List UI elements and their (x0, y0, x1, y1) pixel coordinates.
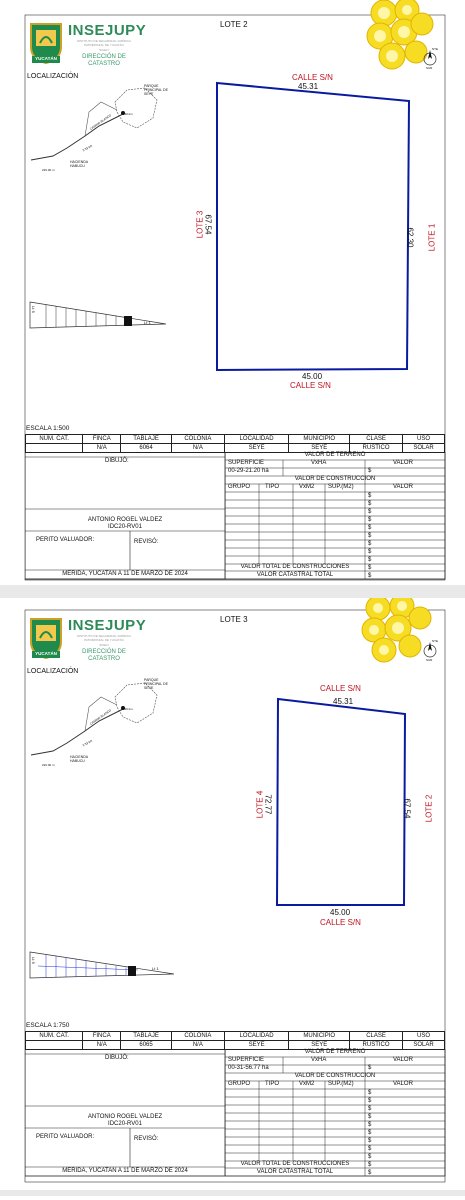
length-bottom: 45.00 (330, 908, 351, 917)
col-num-cat: NUM. CAT. (26, 1032, 83, 1041)
lot-plan (0, 0, 465, 430)
val-finca: N/A (83, 444, 121, 453)
drafter-name: ANTONIO ROGEL VALDEZ (87, 517, 163, 523)
terreno-currency: $ (368, 468, 372, 474)
col-sup-m2: SUP.(M2) (328, 1081, 354, 1087)
map-label-dist2: 2.33 km (81, 738, 93, 748)
currency-marker: $ (368, 1138, 372, 1144)
south-label: SUR (426, 66, 433, 70)
cadastral-sheet-lote-2 (0, 0, 465, 585)
cadastral-sheet-lote-3 (0, 598, 465, 1190)
logo-label: YUCATÁN (35, 651, 57, 656)
drafter-id: IDC20-RV01 (108, 1121, 142, 1127)
perito-label: PERITO VALUADOR: (36, 1134, 95, 1140)
map-label-dist1: 1.30 km (122, 707, 133, 711)
map-label-dist3: 220.00 m (42, 763, 55, 767)
valor-construccion-heading: VALOR DE CONSTRUCCION (294, 476, 376, 482)
length-left: 67.54 (203, 214, 213, 235)
legal-notes-sidebar (457, 430, 463, 580)
val-clase: RUSTICO (350, 1041, 403, 1050)
superficie-value: 00-31-56.77 ha (228, 1065, 269, 1071)
location-label: LOCALIZACIÓN (27, 668, 79, 675)
col-vxm2: VxM2 (299, 484, 315, 490)
signature-block-frame (25, 1049, 226, 1177)
street-top: CALLE S/N (292, 73, 333, 82)
col-finca: FINCA (83, 1032, 121, 1041)
currency-marker: $ (368, 525, 372, 531)
brand-name: INSEJUPY (68, 617, 147, 634)
currency-marker: $ (368, 493, 372, 499)
direction-label: DIRECCIÓN DE CATASTRO (82, 54, 126, 67)
currency-marker: $ (368, 1162, 372, 1168)
currency-marker: $ (368, 533, 372, 539)
col-sup-m2: SUP.(M2) (328, 484, 354, 490)
valor-catastral-total: VALOR CATASTRAL TOTAL (256, 1169, 334, 1175)
dibujo-label: DIBUJÓ: (105, 1055, 129, 1061)
construction-currency-column (368, 492, 371, 580)
cadastral-sheet-next (0, 1196, 465, 1200)
sketch-label-lt1: Lt 1 (144, 320, 151, 325)
map-label-hacienda: HACIENDA HABUCU (70, 755, 88, 763)
reviso-label: REVISÓ: (134, 539, 159, 545)
val-municipio: SEYE (289, 1041, 350, 1050)
col-num-cat: NUM. CAT. (26, 435, 83, 444)
valor-label: VALOR (393, 460, 413, 466)
val-colonia: N/A (171, 1041, 224, 1050)
col-clase: CLASE (350, 1032, 403, 1041)
vxha-label: VxHA (311, 460, 327, 466)
sketch-label-lt1: Lt 1 (152, 966, 159, 971)
val-clase: RUSTICO (350, 444, 403, 453)
brand-name: INSEJUPY (68, 22, 147, 39)
col-vxm2: VxM2 (299, 1081, 315, 1087)
drafter-name: ANTONIO ROGEL VALDEZ (87, 1114, 163, 1120)
map-label-dist1: 1.30 km (122, 112, 133, 116)
length-right: 62.30 (405, 227, 415, 248)
street-bottom: CALLE S/N (290, 381, 331, 390)
currency-marker: $ (368, 517, 372, 523)
col-tipo: TIPO (265, 484, 280, 490)
drafter-id: IDC20-RV01 (108, 524, 142, 530)
val-uso: SOLAR (403, 444, 445, 453)
street-top: CALLE S/N (320, 684, 361, 693)
superficie-label: SUPERFICIE (228, 460, 265, 466)
col-localidad: LOCALIDAD (224, 1032, 289, 1041)
currency-marker: $ (368, 1098, 372, 1104)
lot-title: LOTE 2 (220, 20, 248, 29)
dibujo-label: DIBUJÓ: (105, 458, 129, 464)
cadastral-header-table (25, 434, 445, 453)
south-label: SUR (426, 658, 433, 662)
valor-catastral-total: VALOR CATASTRAL TOTAL (256, 572, 334, 578)
scale-label: ESCALA 1:500 (26, 425, 70, 432)
col-grupo: GRUPO (228, 484, 251, 490)
currency-marker: $ (368, 501, 372, 507)
map-label-park: PARQUE PRINCIPAL DE SEYE (144, 678, 168, 690)
col-tipo: TIPO (265, 1081, 280, 1087)
currency-marker: $ (368, 1146, 372, 1152)
cadastral-header-table (25, 1031, 445, 1050)
currency-marker: $ (368, 509, 372, 515)
map-label-road: CAMINO BLANCO (89, 113, 113, 131)
valor-construccion-heading: VALOR DE CONSTRUCCION (294, 1073, 376, 1079)
logo-label: YUCATÁN (35, 56, 57, 61)
length-right: 67.54 (402, 798, 412, 819)
col-municipio: MUNICIPIO (289, 1032, 350, 1041)
vxha-label: VxHA (311, 1057, 327, 1063)
currency-marker: $ (368, 1170, 372, 1176)
currency-marker: $ (368, 1130, 372, 1136)
terreno-currency: $ (368, 1065, 372, 1071)
construction-currency-column (368, 1089, 371, 1177)
lot-left-label: LOTE 3 (195, 210, 205, 239)
val-uso: SOLAR (403, 1041, 445, 1050)
currency-marker: $ (368, 541, 372, 547)
lot-plan (0, 598, 465, 1028)
city-date: MERIDA, YUCATAN A 11 DE MARZO DE 2024 (62, 571, 188, 577)
col-valor: VALOR (393, 484, 413, 490)
currency-marker: $ (368, 565, 372, 571)
lot-left-label: LOTE 4 (255, 790, 265, 819)
valor-terreno-heading: VALOR DE TERRENO (304, 1049, 366, 1055)
length-top: 45.31 (333, 697, 354, 706)
col-localidad: LOCALIDAD (224, 435, 289, 444)
val-municipio: SEYE (289, 444, 350, 453)
institute-name: INSTITUTO DE SEGURIDAD JURÍDICA PATRIMONIAL DE YUCATÁN (76, 39, 132, 47)
street-bottom: CALLE S/N (320, 918, 361, 927)
col-municipio: MUNICIPIO (289, 435, 350, 444)
lot-right-label: LOTE 1 (427, 223, 437, 252)
col-uso: USO (403, 435, 445, 444)
institute-name: INSTITUTO DE SEGURIDAD JURÍDICA PATRIMONIAL DE YUCATÁN (76, 634, 132, 642)
val-tablaje: 6065 (121, 1041, 172, 1050)
superficie-value: 00-29-21.20 ha (228, 468, 269, 474)
map-label-dist2: 2.33 km (81, 143, 93, 153)
col-tablaje: TABLAJE (121, 1032, 172, 1041)
currency-marker: $ (368, 1154, 372, 1160)
reviso-label: REVISÓ: (134, 1136, 159, 1142)
currency-marker: $ (368, 549, 372, 555)
direction-label: DIRECCIÓN DE CATASTRO (82, 649, 126, 662)
north-label: NTE (432, 639, 438, 643)
location-label: LOCALIZACIÓN (27, 73, 79, 80)
val-tablaje: 6064 (121, 444, 172, 453)
col-uso: USO (403, 1032, 445, 1041)
sketch-label-lt9: Lt 9 (30, 306, 36, 313)
val-finca: N/A (83, 1041, 121, 1050)
map-label-hacienda: HACIENDA HABUCU (70, 160, 88, 168)
val-localidad: SEYE (224, 444, 289, 453)
institute-sub: SIGEO (99, 643, 109, 647)
valor-terreno-heading: VALOR DE TERRENO (304, 452, 366, 458)
currency-marker: $ (368, 1090, 372, 1096)
map-label-road: CAMINO BLANCO (89, 708, 113, 726)
currency-marker: $ (368, 1114, 372, 1120)
sketch-label-lt9: Lt 9 (30, 957, 36, 964)
col-colonia: COLONIA (171, 1032, 224, 1041)
superficie-label: SUPERFICIE (228, 1057, 265, 1063)
val-colonia: N/A (171, 444, 224, 453)
valor-total-construcciones: VALOR TOTAL DE CONSTRUCCIONES (240, 564, 350, 570)
lot-right-label: LOTE 2 (424, 794, 434, 823)
length-top: 45.31 (298, 82, 319, 91)
col-valor: VALOR (393, 1081, 413, 1087)
col-tablaje: TABLAJE (121, 435, 172, 444)
lot-title: LOTE 3 (220, 615, 248, 624)
valor-label: VALOR (393, 1057, 413, 1063)
institute-sub: SIGEO (99, 48, 109, 52)
map-label-park: PARQUE PRINCIPAL DE SEYE (144, 84, 168, 96)
currency-marker: $ (368, 1106, 372, 1112)
city-date: MERIDA, YUCATAN A 11 DE MARZO DE 2024 (62, 1168, 188, 1174)
valor-total-construcciones: VALOR TOTAL DE CONSTRUCCIONES (240, 1161, 350, 1167)
col-finca: FINCA (83, 435, 121, 444)
currency-marker: $ (368, 1122, 372, 1128)
signature-block-frame (25, 452, 226, 580)
north-label: NTE (432, 47, 438, 51)
col-colonia: COLONIA (171, 435, 224, 444)
col-clase: CLASE (350, 435, 403, 444)
scale-label: ESCALA 1:750 (26, 1022, 70, 1029)
perito-label: PERITO VALUADOR: (36, 537, 95, 543)
currency-marker: $ (368, 573, 372, 579)
length-left: 72.77 (263, 794, 273, 815)
val-localidad: SEYE (224, 1041, 289, 1050)
length-bottom: 45.00 (302, 372, 323, 381)
col-grupo: GRUPO (228, 1081, 251, 1087)
currency-marker: $ (368, 557, 372, 563)
map-label-dist3: 220.00 m (42, 168, 55, 172)
